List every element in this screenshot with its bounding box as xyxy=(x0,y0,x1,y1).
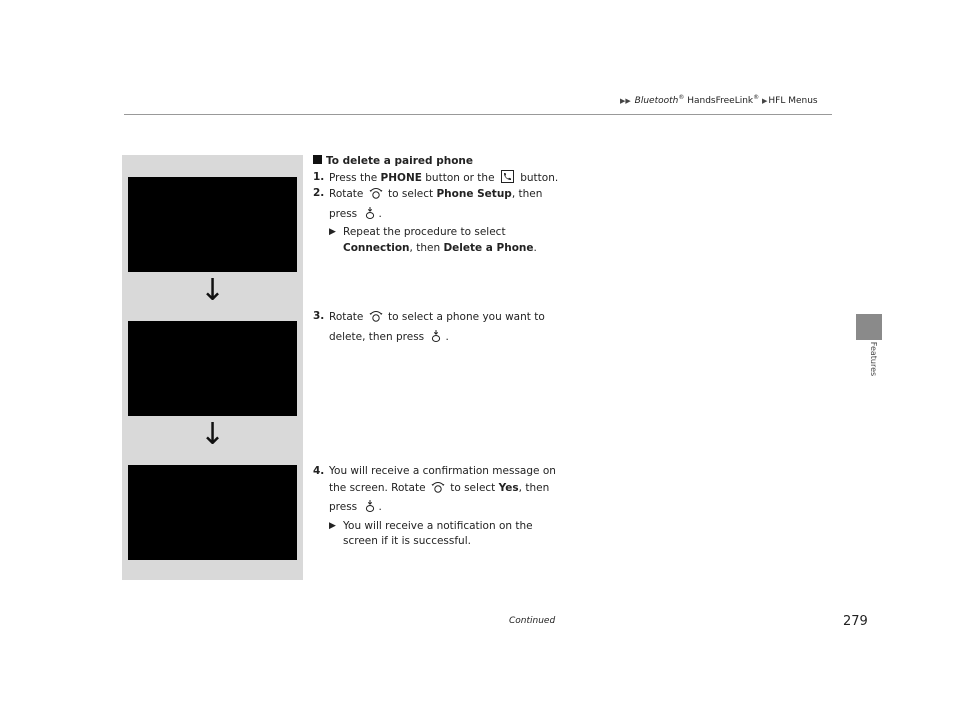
square-bullet-icon xyxy=(313,155,322,164)
step-4-note: ▶ You will receive a notification on the screen if it is successful. xyxy=(329,519,533,547)
triangle-right-icon: ▶ xyxy=(329,520,336,531)
screen-image-3 xyxy=(128,465,297,560)
instructions-top xyxy=(313,154,563,256)
rotary-knob-icon xyxy=(431,480,445,500)
breadcrumb xyxy=(620,94,818,106)
screens-panel xyxy=(122,155,303,580)
registered-mark: ® xyxy=(678,94,685,101)
rotary-knob-icon xyxy=(369,309,383,329)
press-knob-icon xyxy=(429,329,443,349)
header-rule xyxy=(124,114,832,115)
breadcrumb-arrow-icon: ▶ xyxy=(762,97,768,105)
continued-label: Continued xyxy=(509,616,556,626)
step-4: 4. You will receive a confirmation message on the screen. Rotate to select Yes, then press . ▶ You will receive a notification on the screen if it is successful. xyxy=(313,464,563,550)
triangle-right-icon: ▶ xyxy=(329,227,336,237)
section-tab-label: Features xyxy=(869,341,878,377)
down-arrow-icon: ↓ xyxy=(199,417,226,452)
breadcrumb-hfl-menus: HFL Menus xyxy=(768,96,818,106)
screen-image-2 xyxy=(128,321,297,416)
step-2-note: ▶ Repeat the procedure to select Connection, then Delete a Phone. xyxy=(329,226,537,254)
registered-mark-2: ® xyxy=(753,94,760,101)
instructions-step-4 xyxy=(313,464,563,550)
instructions-step-3 xyxy=(313,309,563,348)
press-knob-icon xyxy=(363,206,377,226)
press-knob-icon xyxy=(363,499,377,519)
step-1: 1. Press the PHONE button or the button. xyxy=(313,170,559,184)
page-number: 279 xyxy=(843,614,868,629)
phone-handset-icon xyxy=(501,170,514,183)
rotary-knob-icon xyxy=(369,186,383,206)
step-2: 2. Rotate to select Phone Setup, then press . ▶ Repeat the procedure to select Connection, then Delete a Phone. xyxy=(313,186,563,256)
breadcrumb-bluetooth: Bluetooth xyxy=(634,96,679,106)
screen-image-1 xyxy=(128,177,297,272)
breadcrumb-arrow-icon: ▶▶ xyxy=(620,97,631,105)
down-arrow-icon: ↓ xyxy=(199,273,226,308)
step-3: 3. Rotate to select a phone you want to delete, then press . xyxy=(313,309,563,348)
breadcrumb-handsfreelink: HandsFreeLink xyxy=(684,96,754,106)
section-tab-marker xyxy=(856,314,882,340)
section-heading: To delete a paired phone xyxy=(313,154,563,170)
